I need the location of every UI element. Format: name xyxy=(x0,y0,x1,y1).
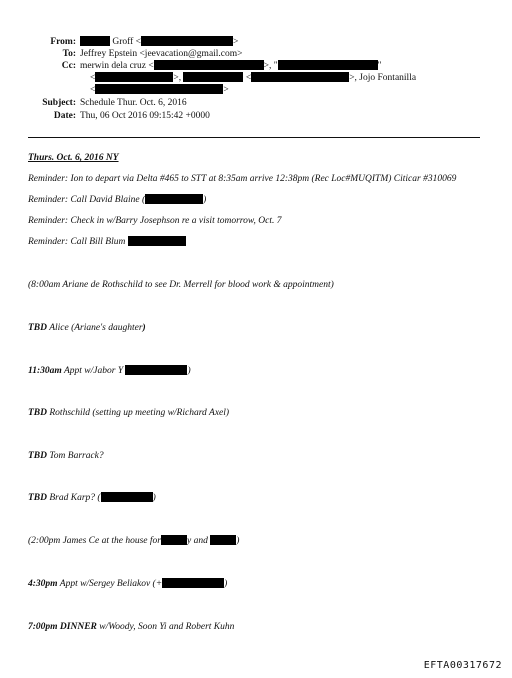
event-alice: TBD Alice (Ariane's daughter) xyxy=(28,323,146,333)
event-james-ce: (2:00pm James Ce at the house for y and ) xyxy=(28,536,240,546)
cc-line2-end: >, Jojo Fontanilla xyxy=(349,73,417,83)
from-end: > xyxy=(233,37,239,47)
redaction-bar xyxy=(183,72,243,82)
reminder-josephson: Reminder: Check in w/Barry Josephson re a visit tomorrow, Oct. 7 xyxy=(28,216,282,226)
redaction-bar xyxy=(251,72,349,82)
redaction-bar xyxy=(80,36,110,46)
subject-value: Schedule Thur. Oct. 6, 2016 xyxy=(80,98,187,108)
reminder-blaine: Reminder: Call David Blaine ( ) xyxy=(28,195,207,205)
divider xyxy=(28,137,480,138)
date-label: Date: xyxy=(53,111,76,121)
redaction-bar xyxy=(95,84,223,94)
schedule-heading: Thurs. Oct. 6, 2016 NY xyxy=(28,153,119,163)
redaction-bar xyxy=(101,492,153,502)
date-value: Thu, 06 Oct 2016 09:15:42 +0000 xyxy=(80,111,210,121)
redaction-bar xyxy=(128,236,186,246)
redaction-bar xyxy=(210,535,236,545)
from-label: From: xyxy=(50,37,76,47)
event-dinner: 7:00pm DINNER w/Woody, Soon Yi and Robert Kuhn xyxy=(28,622,235,632)
event-barrack: TBD Tom Barrack? xyxy=(28,451,104,461)
redaction-bar xyxy=(161,535,187,545)
redaction-bar xyxy=(141,36,233,46)
event-jabor: 11:30am Appt w/Jabor Y ) xyxy=(28,366,191,376)
event-rothschild-blood: (8:00am Ariane de Rothschild to see Dr. Merrell for blood work & appointment) xyxy=(28,280,334,290)
cc-line1-end: " xyxy=(377,61,382,71)
subject-label: Subject: xyxy=(42,98,76,108)
from-name: Groff < xyxy=(112,37,142,47)
event-beliakov: 4:30pm Appt w/Sergey Beliakov (+ ) xyxy=(28,579,228,589)
redaction-bar xyxy=(162,578,224,588)
redaction-bar xyxy=(145,194,203,204)
cc-label: Cc: xyxy=(61,61,76,71)
redaction-bar xyxy=(125,365,187,375)
to-label: To: xyxy=(62,49,76,59)
cc-line1-mid: >, " xyxy=(263,61,278,71)
redaction-bar xyxy=(154,60,264,70)
cc-line1: merwin dela cruz < xyxy=(80,61,154,71)
document-id: EFTA00317672 xyxy=(423,660,502,671)
event-rothschild-axel: TBD Rothschild (setting up meeting w/Richard Axel) xyxy=(28,408,230,418)
to-value: Jeffrey Epstein <jeevacation@gmail.com> xyxy=(80,49,243,59)
reminder-blum: Reminder: Call Bill Blum xyxy=(28,236,186,248)
redaction-bar xyxy=(95,72,173,82)
event-karp: TBD Brad Karp? ( ) xyxy=(28,493,156,503)
email-printout: From: Groff < > To: Jeffrey Epstein <jeevacation@gmail.com> Cc: merwin dela cruz < >, " " < >, < >, Jojo Fontanilla < > Subject: Schedule Thur. Oct. 6, 2016 Date: Thu, 06 Oct 2016 09:15:42 +0000 Thurs. Oct. 6, 2016 NY Reminder: Ion to depart via Delta #465 to STT at 8:35am arrive 12:38pm (Rec Loc#MUQITM) Citicar #310069 Reminder: Call David Blaine ( ) Reminder: Check in w/Barry Josephson re a visit tomorrow, Oct. 7 Reminder: Call Bill Blum (8:00am Ariane de Rothschild to see Dr. Merrell for blood work & appointment) TBD Alice (Ariane's daughter) 11:30am Appt w/Jabor Y ) TBD Rothschild (setting up meeting w/Richard Axel) TBD Tom Barrack? TBD Brad Karp? ( ) (2:00pm James Ce at the house for y and ) 4:30pm Appt w/Sergey Beliakov (+ ) 7:00pm DINNER w/Woody, Soon Yi and Robert Kuhn EFTA00317672 xyxy=(0,0,512,678)
redaction-bar xyxy=(278,60,378,70)
reminder-flight: Reminder: Ion to depart via Delta #465 to STT at 8:35am arrive 12:38pm (Rec Loc#MUQITM) Citicar #310069 xyxy=(28,174,457,184)
